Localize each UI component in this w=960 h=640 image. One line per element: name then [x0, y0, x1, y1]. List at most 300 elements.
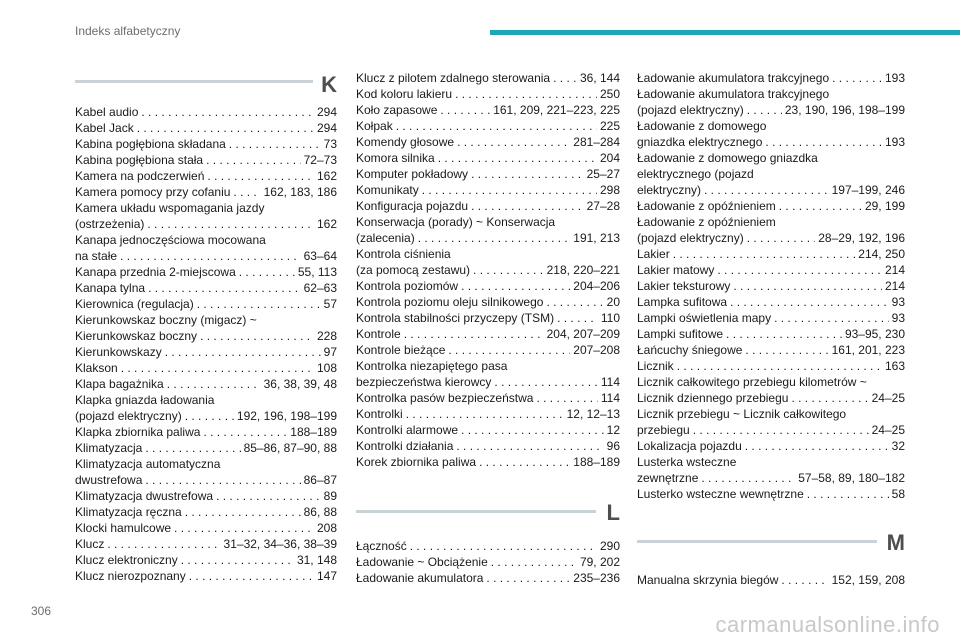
- entry-pages: 294: [316, 105, 337, 119]
- entry-term: Klimatyzacja: [75, 441, 143, 455]
- dot-leader: [229, 136, 321, 152]
- dot-leader: [406, 406, 564, 422]
- entry-pages: 32: [891, 439, 905, 453]
- column-1: [75, 70, 337, 584]
- entry-pages: 250: [599, 87, 620, 101]
- index-entry: [75, 152, 337, 168]
- dot-leader: [216, 488, 321, 504]
- entry-pages: 114: [600, 391, 620, 405]
- entry-term: Łańcuchy śniegowe: [637, 343, 743, 357]
- dot-leader: [774, 310, 889, 326]
- dot-leader: [145, 440, 240, 456]
- dot-leader: [120, 248, 301, 264]
- entry-term: Kontrolki: [356, 407, 403, 421]
- entry-pages: 73: [323, 137, 337, 151]
- entry-term: Lampki oświetlenia mapy: [637, 311, 772, 325]
- entry-term: Klucz elektroniczny: [75, 553, 178, 567]
- dot-leader: [779, 198, 862, 214]
- entry-pages: 162: [316, 169, 337, 183]
- entry-term: Kontrola stabilności przyczepy (TSM): [356, 311, 555, 325]
- entry-term-line: Ładowanie z domowego gniazdka: [637, 151, 818, 165]
- entry-term: Ładowanie akumulatora: [356, 571, 484, 585]
- entry-term-line: Klimatyzacja automatyczna: [75, 457, 221, 471]
- index-entry: [356, 70, 620, 86]
- column-2: [356, 70, 620, 586]
- dot-leader: [181, 552, 294, 568]
- entry-pages: 204, 207–209: [546, 327, 620, 341]
- entry-pages: 79, 202: [579, 555, 620, 569]
- dot-leader: [148, 280, 301, 296]
- index-entry: [637, 278, 905, 294]
- entry-term-line: Kamera układu wspomagania jazdy: [75, 201, 265, 215]
- index-entry: [356, 438, 620, 454]
- index-entry: [75, 168, 337, 184]
- index-entry: [637, 342, 905, 358]
- index-entry: [75, 136, 337, 152]
- dot-leader: [422, 182, 597, 198]
- entry-pages: 228: [316, 329, 337, 343]
- dot-leader: [121, 360, 314, 376]
- dot-leader: [677, 358, 882, 374]
- entry-pages: 28–29, 192, 196: [818, 231, 905, 245]
- entry-term: (zalecenia): [356, 231, 415, 245]
- entry-term: Konfiguracja pojazdu: [356, 199, 469, 213]
- entry-term: Kontrolki alarmowe: [356, 423, 459, 437]
- dot-leader: [704, 182, 829, 198]
- index-entry: [637, 486, 905, 502]
- entry-pages: 86, 88: [303, 505, 337, 519]
- entry-term: Ładowanie akumulatora trakcyjnego: [637, 71, 830, 85]
- index-entry: [75, 296, 337, 312]
- entry-term-line: Kontrolka niezapiętego pasa: [356, 359, 508, 373]
- entry-pages: 214: [884, 263, 905, 277]
- entry-term: (pojazd elektryczny): [75, 409, 182, 423]
- dot-leader: [461, 278, 570, 294]
- dot-leader: [765, 134, 882, 150]
- entry-pages: 204–206: [573, 279, 620, 293]
- entry-term-line: Kanapa jednoczęściowa mocowana: [75, 233, 266, 247]
- entry-term: dwustrefowa: [75, 473, 143, 487]
- entry-term: Kabel Jack: [75, 121, 134, 135]
- index-entry: [637, 326, 905, 342]
- section-letter-k: K: [321, 72, 337, 97]
- entry-pages: 31, 148: [296, 553, 337, 567]
- entry-pages: 225: [599, 119, 620, 133]
- entry-term: Klocki hamulcowe: [75, 521, 172, 535]
- entry-term: Klapa bagażnika: [75, 377, 164, 391]
- index-entry: [637, 86, 905, 118]
- entry-term: Łączność: [356, 539, 407, 553]
- entry-term-line: Kierunkowskaz boczny (migacz) ~: [75, 313, 257, 327]
- index-entry: [637, 358, 905, 374]
- index-entry: [75, 104, 337, 120]
- section-header-m: [637, 528, 905, 556]
- index-entry: [637, 262, 905, 278]
- index-entry: [356, 570, 620, 586]
- index-entry: [75, 312, 337, 344]
- index-entry: [75, 280, 337, 296]
- index-entry: [75, 184, 337, 200]
- entry-term: Lokalizacja pojazdu: [637, 439, 742, 453]
- entry-term: Klapka zbiornika paliwa: [75, 425, 201, 439]
- entry-pages: 161, 209, 221–223, 225: [493, 103, 620, 117]
- index-entry: [356, 454, 620, 470]
- entry-term: (pojazd elektryczny): [637, 231, 744, 245]
- entry-term-line: Ładowanie akumulatora trakcyjnego: [637, 87, 830, 101]
- entry-term: Klucz z pilotem zdalnego sterowania: [356, 71, 551, 85]
- entry-pages: 108: [316, 361, 337, 375]
- entry-pages: 218, 220–221: [546, 263, 620, 277]
- entry-term: Komendy głosowe: [356, 135, 455, 149]
- index-entry: [356, 150, 620, 166]
- dot-leader: [455, 86, 597, 102]
- dot-leader: [471, 198, 584, 214]
- index-entry: [75, 424, 337, 440]
- entry-term-line: Ładowanie z domowego: [637, 119, 767, 133]
- dot-leader: [745, 342, 828, 358]
- entry-term: Manualna skrzynia biegów: [637, 573, 779, 587]
- entry-pages: 31–32, 34–36, 38–39: [223, 537, 337, 551]
- entry-term: Ładowanie ~ Obciążenie: [356, 555, 488, 569]
- index-entry: [637, 572, 905, 588]
- entry-pages: 208: [316, 521, 337, 535]
- dot-leader: [456, 438, 603, 454]
- index-entry: [75, 568, 337, 584]
- entry-term: Kabina pogłębiona składana: [75, 137, 226, 151]
- entry-pages: 58: [891, 487, 905, 501]
- entry-pages: 204: [599, 151, 620, 165]
- entry-pages: 12, 12–13: [566, 407, 620, 421]
- section-letter-m: M: [886, 530, 905, 555]
- entry-term: Kod koloru lakieru: [356, 87, 453, 101]
- index-entry: [637, 150, 905, 198]
- section-rule: [75, 80, 313, 83]
- dot-leader: [486, 570, 570, 586]
- index-entry: [75, 552, 337, 568]
- entry-term: Ładowanie z opóźnieniem: [637, 199, 776, 213]
- entry-pages: 162: [316, 217, 337, 231]
- entry-term: Licznik: [637, 359, 674, 373]
- entry-pages: 152, 159, 208: [831, 573, 905, 587]
- index-entry: [75, 200, 337, 232]
- dot-leader: [781, 572, 828, 588]
- index-entry: [356, 390, 620, 406]
- entry-term-line: Konserwacja (porady) ~ Konserwacja: [356, 215, 556, 229]
- entry-pages: 85–86, 87–90, 88: [243, 441, 337, 455]
- index-entry: [637, 70, 905, 86]
- entry-pages: 162, 183, 186: [263, 185, 337, 199]
- entry-term: Kontrole: [356, 327, 401, 341]
- entry-pages: 93: [891, 295, 905, 309]
- entry-pages: 97: [323, 345, 337, 359]
- entry-term: zewnętrzne: [637, 471, 699, 485]
- entry-pages: 27–28: [586, 199, 620, 213]
- entry-pages: 193: [884, 71, 905, 85]
- index-entry: [75, 120, 337, 136]
- entry-term: (ostrzeżenia): [75, 217, 145, 231]
- index-entry: [356, 246, 620, 278]
- entry-term-line: Klapka gniazda ładowania: [75, 393, 215, 407]
- index-entries: [356, 538, 620, 586]
- index-entry: [356, 294, 620, 310]
- index-entry: [356, 118, 620, 134]
- dot-leader: [747, 230, 816, 246]
- dot-leader: [536, 390, 597, 406]
- index-entry: [637, 374, 905, 406]
- index-entry: [356, 554, 620, 570]
- dot-leader: [167, 376, 261, 392]
- dot-leader: [557, 310, 598, 326]
- entry-pages: 235–236: [573, 571, 620, 585]
- dot-leader: [471, 166, 584, 182]
- entry-term: Korek zbiornika paliwa: [356, 455, 477, 469]
- index-entry: [356, 406, 620, 422]
- index-entry: [75, 456, 337, 488]
- dot-leader: [189, 568, 314, 584]
- index-entry: [75, 376, 337, 392]
- entry-pages: 214: [884, 279, 905, 293]
- entry-pages: 63–64: [303, 249, 337, 263]
- entry-term: Kabel audio: [75, 105, 139, 119]
- dot-leader: [479, 454, 570, 470]
- dot-leader: [448, 342, 570, 358]
- entry-term: Kontrole bieżące: [356, 343, 446, 357]
- dot-leader: [410, 538, 597, 554]
- entry-term: na stałe: [75, 249, 118, 263]
- dot-leader: [701, 470, 795, 486]
- dot-leader: [461, 422, 604, 438]
- entry-term: Klimatyzacja ręczna: [75, 505, 182, 519]
- entry-term: Komputer pokładowy: [356, 167, 469, 181]
- dot-leader: [494, 374, 597, 390]
- dot-leader: [745, 438, 889, 454]
- dot-leader: [174, 520, 314, 536]
- entry-term: Lampka sufitowa: [637, 295, 728, 309]
- index-entries: [356, 70, 620, 470]
- entry-pages: 62–63: [303, 281, 337, 295]
- dot-leader: [145, 472, 300, 488]
- entry-term-line: Kontrola ciśnienia: [356, 247, 451, 261]
- entry-pages: 12: [606, 423, 620, 437]
- dot-leader: [457, 134, 570, 150]
- entry-pages: 197–199, 246: [831, 183, 905, 197]
- entry-term: Lampki sufitowe: [637, 327, 724, 341]
- dot-leader: [726, 326, 842, 342]
- index-entry: [637, 198, 905, 214]
- entry-term: Klucz: [75, 537, 105, 551]
- entry-term: gniazdka elektrycznego: [637, 135, 763, 149]
- index-entry: [356, 538, 620, 554]
- dot-leader: [733, 278, 882, 294]
- entry-pages: 114: [600, 375, 620, 389]
- entry-pages: 110: [600, 311, 620, 325]
- index-entries: [637, 70, 905, 502]
- entry-pages: 72–73: [303, 153, 337, 167]
- entry-pages: 57: [323, 297, 337, 311]
- entry-pages: 55, 113: [297, 265, 337, 279]
- entry-term: Kierunkowskaz boczny: [75, 329, 198, 343]
- section-header-l: [356, 496, 620, 524]
- entry-pages: 193: [884, 135, 905, 149]
- index-entry: [637, 454, 905, 486]
- index-entry: [75, 440, 337, 456]
- index-entries: [75, 104, 337, 584]
- entry-pages: 147: [316, 569, 337, 583]
- entry-term-line: Ładowanie z opóźnieniem: [637, 215, 776, 229]
- section-rule: [356, 510, 596, 513]
- dot-leader: [206, 152, 301, 168]
- entry-pages: 20: [606, 295, 620, 309]
- entry-term: bezpieczeństwa kierowcy: [356, 375, 492, 389]
- index-entry: [356, 102, 620, 118]
- index-entry: [637, 246, 905, 262]
- dot-leader: [693, 422, 869, 438]
- entry-pages: 294: [316, 121, 337, 135]
- dot-leader: [233, 184, 260, 200]
- index-entry: [637, 118, 905, 150]
- dot-leader: [404, 326, 544, 342]
- entry-term: Komora silnika: [356, 151, 435, 165]
- dot-leader: [396, 118, 597, 134]
- index-entry: [637, 294, 905, 310]
- entry-pages: 57–58, 89, 180–182: [798, 471, 905, 485]
- dot-leader: [185, 408, 234, 424]
- dot-leader: [791, 390, 868, 406]
- entry-pages: 23, 190, 196, 198–199: [784, 103, 905, 117]
- index-entry: [356, 214, 620, 246]
- entry-term: Lakier: [637, 247, 670, 261]
- entry-pages: 188–189: [573, 455, 620, 469]
- entry-pages: 191, 213: [573, 231, 620, 245]
- entry-pages: 86–87: [303, 473, 337, 487]
- page-number: 306: [31, 604, 52, 618]
- entry-term: Komunikaty: [356, 183, 419, 197]
- entry-term: elektryczny): [637, 183, 702, 197]
- entry-pages: 93–95, 230: [844, 327, 905, 341]
- dot-leader: [730, 294, 889, 310]
- index-entry: [356, 198, 620, 214]
- header-accent-bar: [490, 30, 960, 35]
- entry-pages: 89: [323, 489, 337, 503]
- dot-leader: [203, 424, 287, 440]
- dot-leader: [440, 102, 490, 118]
- entry-pages: 281–284: [573, 135, 620, 149]
- entry-pages: 188–189: [290, 425, 337, 439]
- entry-term: Lakier teksturowy: [637, 279, 731, 293]
- index-entry: [356, 134, 620, 150]
- dot-leader: [673, 246, 856, 262]
- index-entry: [75, 360, 337, 376]
- index-entry: [75, 344, 337, 360]
- entry-term: Kanapa tylna: [75, 281, 146, 295]
- index-entry: [75, 232, 337, 264]
- dot-leader: [807, 486, 889, 502]
- entry-term: Kołpak: [356, 119, 393, 133]
- dot-leader: [832, 70, 882, 86]
- index-entry: [75, 504, 337, 520]
- entry-pages: 192, 196, 198–199: [236, 409, 337, 423]
- entry-term-line: Lusterka wsteczne: [637, 455, 737, 469]
- entry-term: Kabina pogłębiona stała: [75, 153, 204, 167]
- index-entry: [356, 310, 620, 326]
- entry-term: Koło zapasowe: [356, 103, 438, 117]
- index-entry: [637, 214, 905, 246]
- entry-term: Licznik dziennego przebiegu: [637, 391, 789, 405]
- dot-leader: [717, 262, 882, 278]
- entry-term: Kierownica (regulacja): [75, 297, 194, 311]
- dot-leader: [137, 120, 314, 136]
- dot-leader: [418, 230, 571, 246]
- index-entry: [356, 86, 620, 102]
- entry-term: Lakier matowy: [637, 263, 715, 277]
- dot-leader: [239, 264, 295, 280]
- dot-leader: [197, 296, 321, 312]
- dot-leader: [147, 216, 314, 232]
- entry-pages: 290: [599, 539, 620, 553]
- header-title: Indeks alfabetyczny: [75, 24, 181, 38]
- entry-pages: 24–25: [871, 423, 905, 437]
- entry-pages: 207–208: [573, 343, 620, 357]
- entry-pages: 36, 38, 39, 48: [263, 377, 337, 391]
- entry-pages: 25–27: [586, 167, 620, 181]
- entry-pages: 24–25: [871, 391, 905, 405]
- dot-leader: [747, 102, 782, 118]
- dot-leader: [553, 70, 577, 86]
- entry-term: Kamera pomocy przy cofaniu: [75, 185, 231, 199]
- dot-leader: [107, 536, 220, 552]
- entry-term: Klucz nierozpoznany: [75, 569, 186, 583]
- dot-leader: [141, 104, 314, 120]
- section-letter-l: L: [606, 500, 620, 525]
- entry-term: Kontrolki działania: [356, 439, 454, 453]
- entry-pages: 93: [891, 311, 905, 325]
- dot-leader: [546, 294, 603, 310]
- entry-term: Klakson: [75, 361, 118, 375]
- index-entry: [75, 488, 337, 504]
- index-entry: [637, 310, 905, 326]
- index-entry: [356, 278, 620, 294]
- entry-term: przebiegu: [637, 423, 690, 437]
- entry-term: Kamera na podczerwień: [75, 169, 205, 183]
- entry-term: Kontrolka pasów bezpieczeństwa: [356, 391, 534, 405]
- entry-pages: 29, 199: [864, 199, 905, 213]
- index-entry: [637, 438, 905, 454]
- index-entry: [356, 342, 620, 358]
- index-entry: [356, 326, 620, 342]
- dot-leader: [185, 504, 301, 520]
- entry-pages: 214, 250: [858, 247, 905, 261]
- index-entry: [356, 358, 620, 390]
- entry-term: (za pomocą zestawu): [356, 263, 471, 277]
- dot-leader: [438, 150, 597, 166]
- watermark: carmanualsonline.info: [715, 612, 940, 637]
- section-header-k: [75, 70, 337, 98]
- index-entry: [75, 392, 337, 424]
- dot-leader: [491, 554, 577, 570]
- index-entry: [75, 536, 337, 552]
- entry-term-line: Licznik całkowitego przebiegu kilometrów ~: [637, 375, 867, 389]
- entry-term-line: Licznik przebiegu ~ Licznik całkowitego: [637, 407, 847, 421]
- index-entries: [637, 572, 905, 588]
- index-entry: [637, 406, 905, 438]
- index-entry: [75, 520, 337, 536]
- entry-pages: 36, 144: [579, 71, 620, 85]
- entry-term: Kontrola poziomów: [356, 279, 459, 293]
- entry-term: Klimatyzacja dwustrefowa: [75, 489, 214, 503]
- entry-term: Lusterko wsteczne wewnętrzne: [637, 487, 804, 501]
- index-entry: [356, 182, 620, 198]
- dot-leader: [473, 262, 544, 278]
